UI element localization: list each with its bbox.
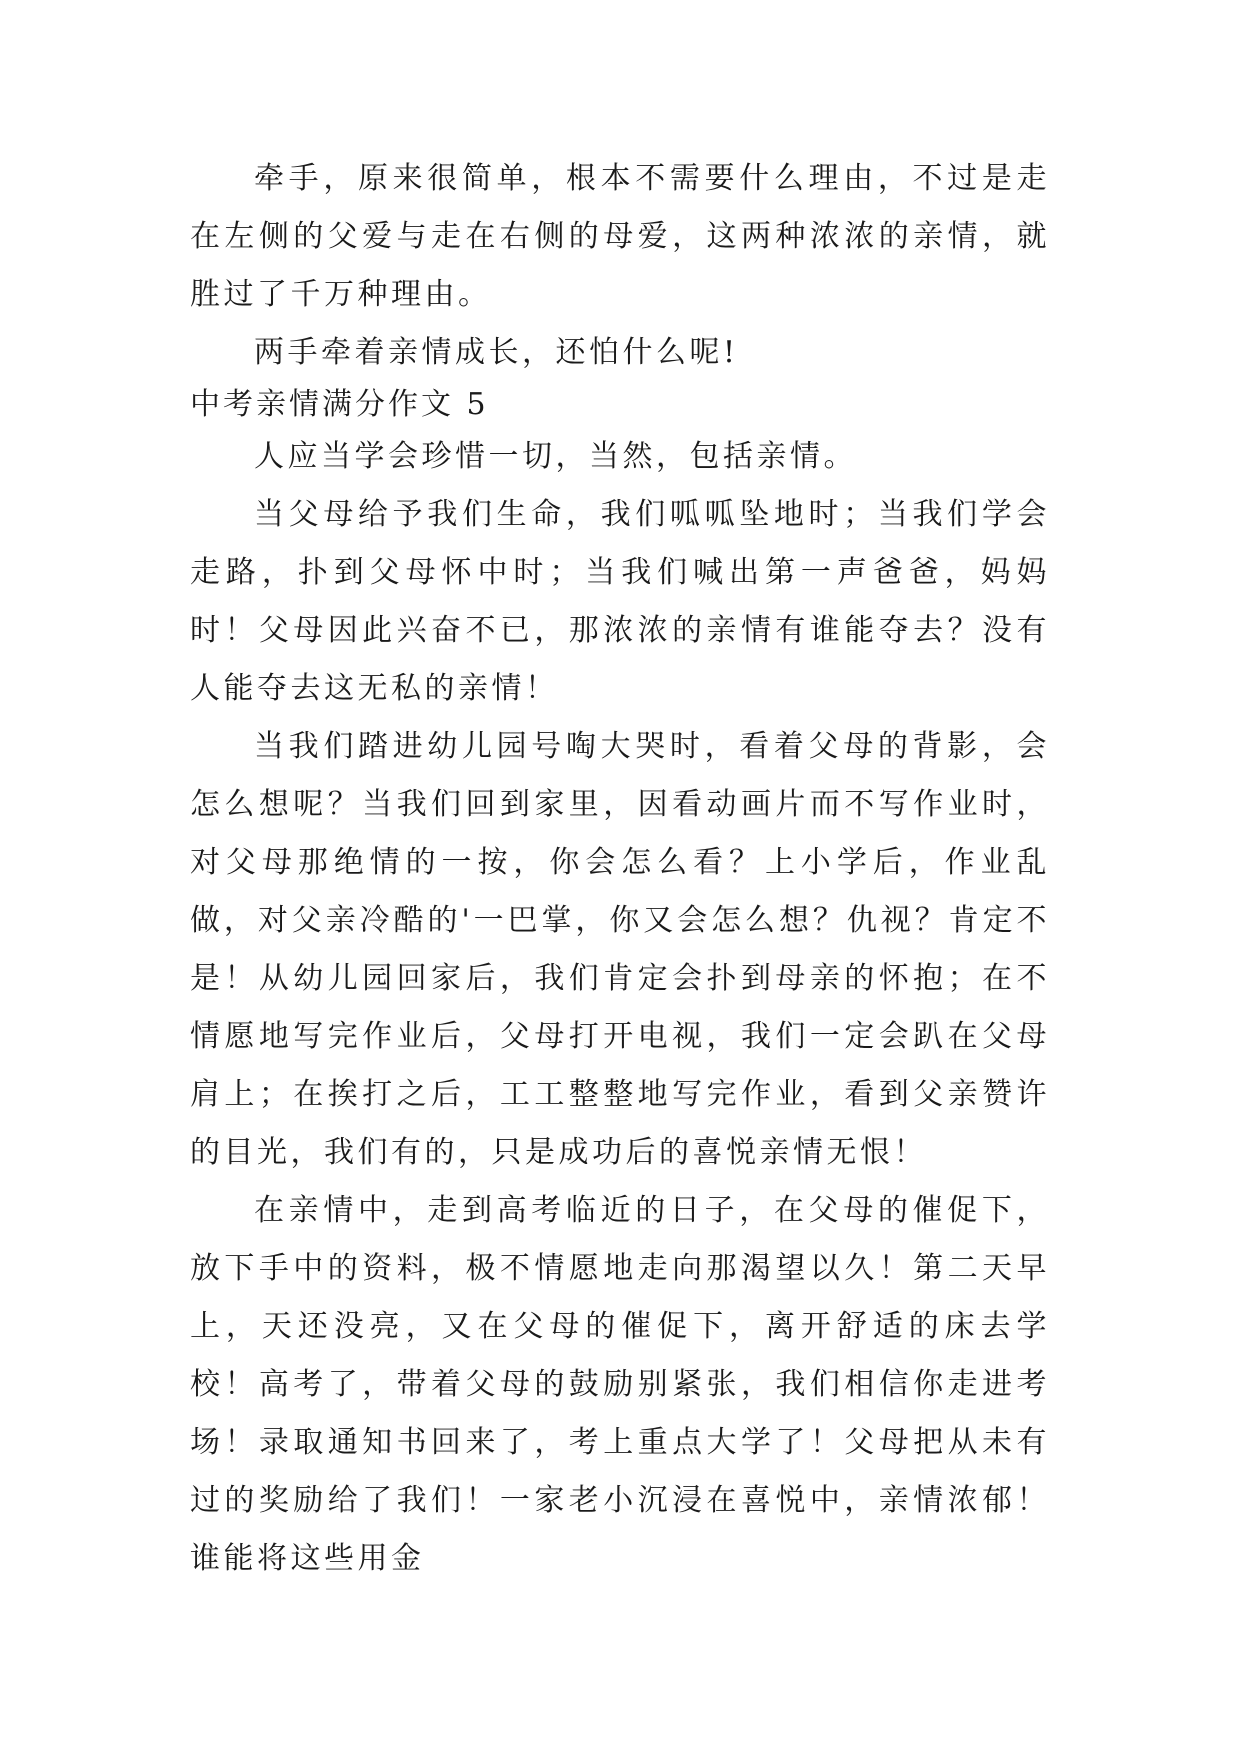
paragraph: 当我们踏进幼儿园号啕大哭时，看着父母的背影，会怎么想呢？当我们回到家里，因看动画片而不写作业时，对父母那绝情的一按，你会怎么看？上小学后，作业乱做，对父亲冷酷的'一巴掌，你又会怎么想？仇视？肯定不是！从幼儿园回家后，我们肯定会扑到母亲的怀抱；在不情愿地写完作业后，父母打开电视，我们一定会趴在父母肩上；在挨打之后，工工整整地写完作业，看到父亲赞许的目光，我们有的，只是成功后的喜悦亲情无恨！ [190,729,1050,1170]
paragraph: 两手牵着亲情成长，还怕什么呢! [254,335,739,370]
paragraph: 人应当学会珍惜一切，当然，包括亲情。 [254,439,857,474]
paragraph: 当父母给予我们生命，我们呱呱坠地时；当我们学会走路，扑到父母怀中时；当我们喊出第一声爸爸，妈妈时！父母因此兴奋不已，那浓浓的亲情有谁能夺去？没有人能夺去这无私的亲情！ [190,497,1050,706]
section-heading: 中考亲情满分作文 5 [190,387,489,422]
paragraph: 牵手，原来很简单，根本不需要什么理由，不过是走在左侧的父爱与走在右侧的母爱，这两种浓浓的亲情，就胜过了千万种理由。 [190,161,1050,312]
paragraph: 在亲情中，走到高考临近的日子，在父母的催促下，放下手中的资料，极不情愿地走向那渴望以久！第二天早上，天还没亮，又在父母的催促下，离开舒适的床去学校！高考了，带着父母的鼓励别紧张，我们相信你走进考场！录取通知书回来了，考上重点大学了！父母把从未有过的奖励给了我们！一家老小沉浸在喜悦中，亲情浓郁！谁能将这些用金 [190,1193,1050,1576]
document-body [190,150,1050,1588]
